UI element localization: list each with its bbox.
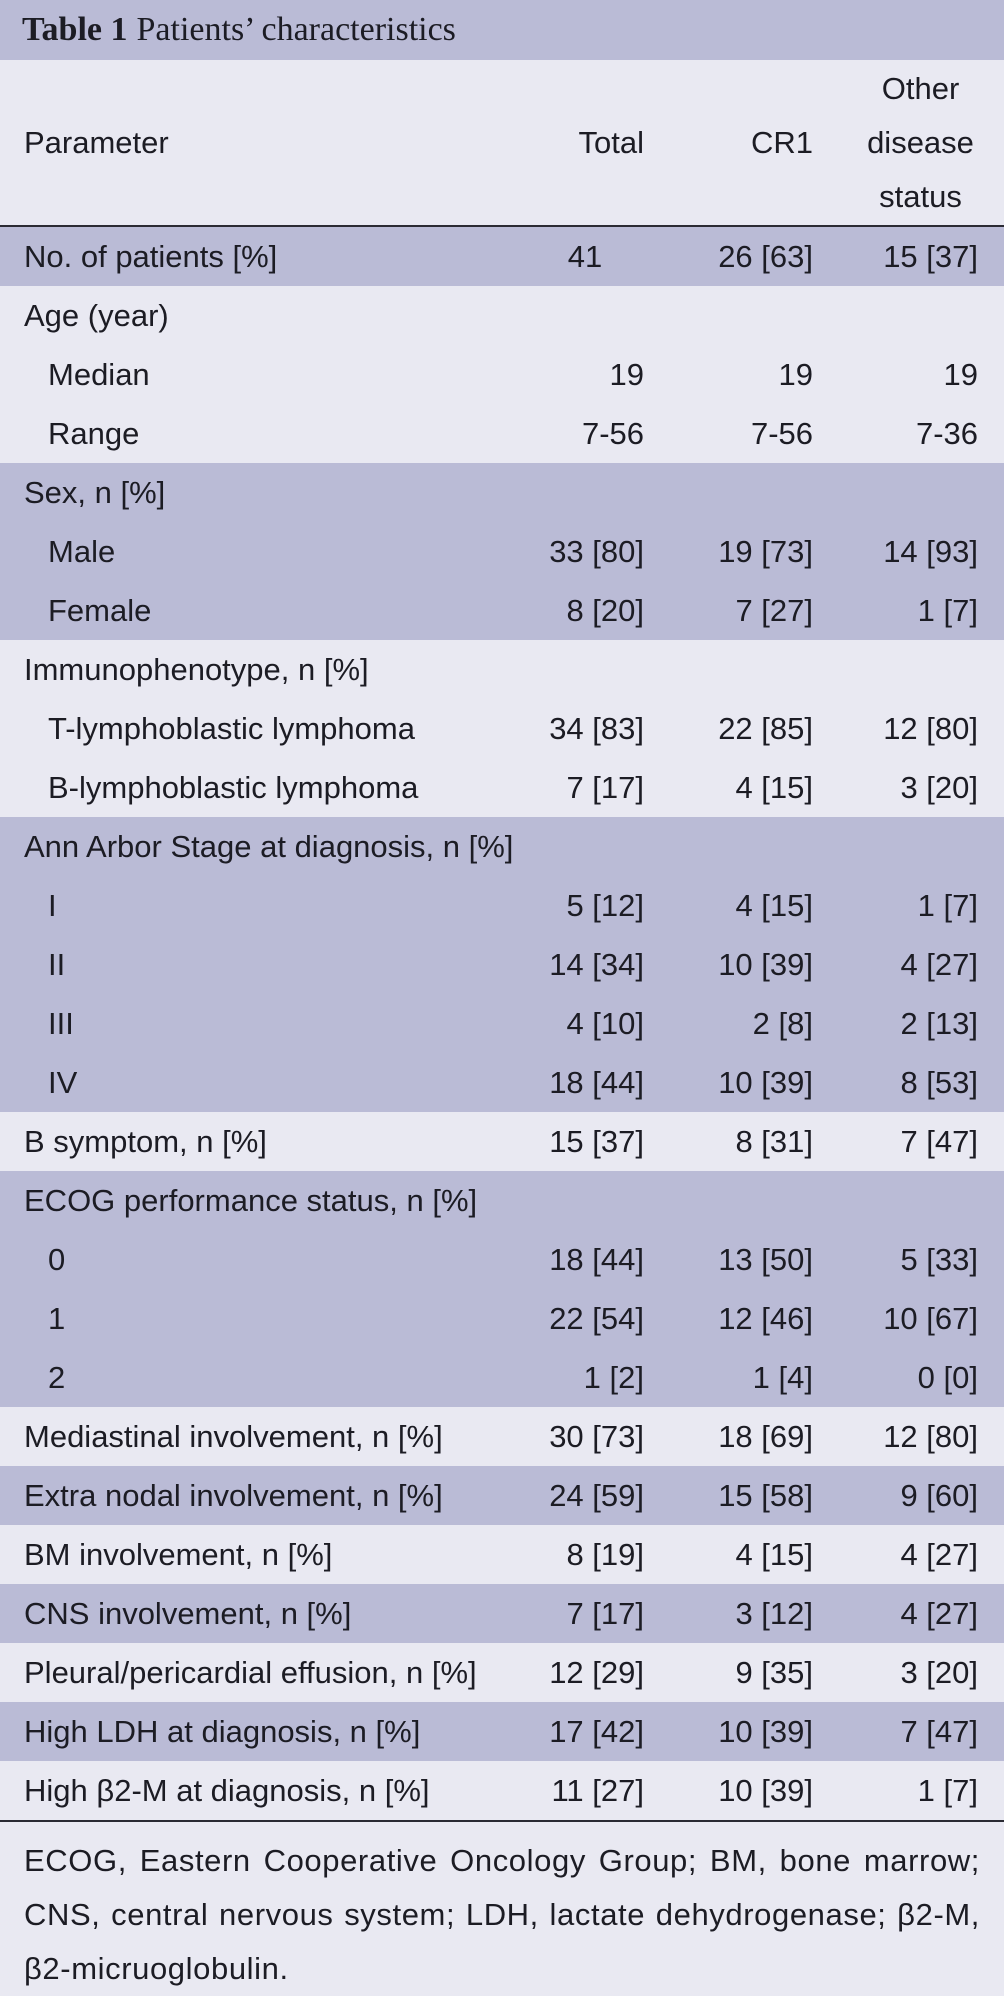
cell-other: 1 [7]: [837, 1761, 1004, 1820]
cell-cr1: 10 [39]: [660, 1053, 837, 1112]
cell-other: 5 [33]: [837, 1230, 1004, 1289]
header-other-line2: disease: [867, 124, 974, 160]
cell-total: 7 [17]: [510, 758, 660, 817]
cell-total: 19: [510, 345, 660, 404]
cell-cr1: 10 [39]: [660, 1761, 837, 1820]
row-label: ECOG performance status, n [%]: [0, 1171, 510, 1230]
row-label: Range: [0, 404, 510, 463]
cell-total: 33 [80]: [510, 522, 660, 581]
cell-other: 12 [80]: [837, 1407, 1004, 1466]
cell-cr1: 4 [15]: [660, 876, 837, 935]
header-parameter: Parameter: [0, 60, 510, 226]
table-caption: Patients’ characteristics: [136, 11, 456, 48]
cell-other: [837, 640, 1004, 699]
table-row: [0, 226, 1004, 286]
cell-cr1: 13 [50]: [660, 1230, 837, 1289]
cell-total: 5 [12]: [510, 876, 660, 935]
row-label: No. of patients [%]: [0, 226, 510, 286]
row-label: Mediastinal involvement, n [%]: [0, 1407, 510, 1466]
cell-other: 7-36: [837, 404, 1004, 463]
cell-other: 7 [47]: [837, 1112, 1004, 1171]
row-label: Sex, n [%]: [0, 463, 510, 522]
cell-cr1: 12 [46]: [660, 1289, 837, 1348]
cell-cr1: 22 [85]: [660, 699, 837, 758]
row-label: 1: [0, 1289, 510, 1348]
cell-other: [837, 463, 1004, 522]
cell-other: 1 [7]: [837, 581, 1004, 640]
table-row: [0, 1053, 1004, 1112]
table-number: Table 1: [22, 11, 128, 48]
table-row: [0, 1230, 1004, 1289]
table-row: [0, 758, 1004, 817]
patients-table: [0, 60, 1004, 1820]
cell-total: 24 [59]: [510, 1466, 660, 1525]
table-row: [0, 935, 1004, 994]
cell-cr1: 26 [63]: [660, 226, 837, 286]
table-row: [0, 581, 1004, 640]
row-label: I: [0, 876, 510, 935]
cell-total: 4 [10]: [510, 994, 660, 1053]
cell-total: 14 [34]: [510, 935, 660, 994]
row-label: 2: [0, 1348, 510, 1407]
cell-total: 7-56: [510, 404, 660, 463]
cell-cr1: 19: [660, 345, 837, 404]
cell-cr1: 18 [69]: [660, 1407, 837, 1466]
cell-cr1: 7-56: [660, 404, 837, 463]
header-row: [0, 60, 1004, 226]
cell-other: [837, 286, 1004, 345]
table-row: [0, 1407, 1004, 1466]
cell-other: 15 [37]: [837, 226, 1004, 286]
header-other-line1: Other: [881, 70, 960, 106]
row-label: T-lymphoblastic lymphoma: [0, 699, 510, 758]
table-title: [0, 0, 1004, 60]
header-total: Total: [510, 60, 660, 226]
cell-other: 4 [27]: [837, 935, 1004, 994]
header-cr1: CR1: [660, 60, 837, 226]
cell-other: [837, 817, 1004, 876]
row-label: Female: [0, 581, 510, 640]
cell-total: [510, 640, 660, 699]
cell-total: 18 [44]: [510, 1230, 660, 1289]
cell-other: 1 [7]: [837, 876, 1004, 935]
table-footnote: ECOG, Eastern Cooperative Oncology Group; BM, bone marrow; CNS, central nervous system; LDH, lactate dehydrogenase; β2-M, β2-micruoglobulin.: [0, 1820, 1004, 1996]
cell-other: 3 [20]: [837, 1643, 1004, 1702]
cell-other: 2 [13]: [837, 994, 1004, 1053]
cell-other: 8 [53]: [837, 1053, 1004, 1112]
table-row: [0, 1584, 1004, 1643]
table-row: [0, 1171, 1004, 1230]
table-row: [0, 345, 1004, 404]
cell-cr1: 4 [15]: [660, 1525, 837, 1584]
row-label: II: [0, 935, 510, 994]
cell-other: 7 [47]: [837, 1702, 1004, 1761]
row-label: High β2-M at diagnosis, n [%]: [0, 1761, 510, 1820]
row-label: CNS involvement, n [%]: [0, 1584, 510, 1643]
row-label: Ann Arbor Stage at diagnosis, n [%]: [0, 817, 510, 876]
cell-cr1: [660, 286, 837, 345]
header-other-line3: status: [879, 178, 962, 214]
row-label: Extra nodal involvement, n [%]: [0, 1466, 510, 1525]
row-label: 0: [0, 1230, 510, 1289]
cell-other: 4 [27]: [837, 1584, 1004, 1643]
table-row: [0, 463, 1004, 522]
cell-total: 18 [44]: [510, 1053, 660, 1112]
cell-cr1: 9 [35]: [660, 1643, 837, 1702]
table-row: [0, 1289, 1004, 1348]
cell-other: 4 [27]: [837, 1525, 1004, 1584]
table-row: [0, 1761, 1004, 1820]
cell-cr1: 3 [12]: [660, 1584, 837, 1643]
cell-total: 1 [2]: [510, 1348, 660, 1407]
table-row: [0, 404, 1004, 463]
table-row: [0, 1112, 1004, 1171]
cell-other: 14 [93]: [837, 522, 1004, 581]
table-row: [0, 876, 1004, 935]
table-row: [0, 699, 1004, 758]
row-label: B-lymphoblastic lymphoma: [0, 758, 510, 817]
table-row: [0, 522, 1004, 581]
cell-total: [510, 286, 660, 345]
cell-cr1: [660, 640, 837, 699]
cell-other: 12 [80]: [837, 699, 1004, 758]
cell-total: 41: [510, 226, 660, 286]
cell-cr1: 8 [31]: [660, 1112, 837, 1171]
cell-total: 17 [42]: [510, 1702, 660, 1761]
cell-cr1: 10 [39]: [660, 935, 837, 994]
cell-total: 30 [73]: [510, 1407, 660, 1466]
cell-cr1: [660, 817, 837, 876]
table-row: [0, 994, 1004, 1053]
table-row: [0, 1348, 1004, 1407]
cell-other: 0 [0]: [837, 1348, 1004, 1407]
table-row: [0, 1525, 1004, 1584]
row-label: Male: [0, 522, 510, 581]
row-label: Median: [0, 345, 510, 404]
row-label: IV: [0, 1053, 510, 1112]
header-other-status: [837, 60, 1004, 226]
cell-other: 9 [60]: [837, 1466, 1004, 1525]
cell-cr1: 2 [8]: [660, 994, 837, 1053]
cell-total: 7 [17]: [510, 1584, 660, 1643]
cell-other: 10 [67]: [837, 1289, 1004, 1348]
table-row: [0, 817, 1004, 876]
cell-cr1: [660, 463, 837, 522]
cell-total: [510, 463, 660, 522]
row-label: Pleural/pericardial effusion, n [%]: [0, 1643, 510, 1702]
cell-total: 12 [29]: [510, 1643, 660, 1702]
table-row: [0, 1643, 1004, 1702]
cell-total: 8 [19]: [510, 1525, 660, 1584]
cell-other: 3 [20]: [837, 758, 1004, 817]
cell-cr1: 10 [39]: [660, 1702, 837, 1761]
cell-total: 15 [37]: [510, 1112, 660, 1171]
row-label: Immunophenotype, n [%]: [0, 640, 510, 699]
cell-cr1: 4 [15]: [660, 758, 837, 817]
cell-cr1: [660, 1171, 837, 1230]
row-label: BM involvement, n [%]: [0, 1525, 510, 1584]
row-label: III: [0, 994, 510, 1053]
cell-cr1: 1 [4]: [660, 1348, 837, 1407]
cell-cr1: 7 [27]: [660, 581, 837, 640]
cell-other: 19: [837, 345, 1004, 404]
table-row: [0, 1702, 1004, 1761]
cell-total: 11 [27]: [510, 1761, 660, 1820]
cell-total: 22 [54]: [510, 1289, 660, 1348]
table-row: [0, 1466, 1004, 1525]
cell-total: 8 [20]: [510, 581, 660, 640]
cell-cr1: 19 [73]: [660, 522, 837, 581]
cell-other: [837, 1171, 1004, 1230]
table-row: [0, 286, 1004, 345]
row-label: B symptom, n [%]: [0, 1112, 510, 1171]
table-row: [0, 640, 1004, 699]
row-label: High LDH at diagnosis, n [%]: [0, 1702, 510, 1761]
cell-total: [510, 817, 660, 876]
cell-total: 34 [83]: [510, 699, 660, 758]
cell-cr1: 15 [58]: [660, 1466, 837, 1525]
cell-total: [510, 1171, 660, 1230]
row-label: Age (year): [0, 286, 510, 345]
